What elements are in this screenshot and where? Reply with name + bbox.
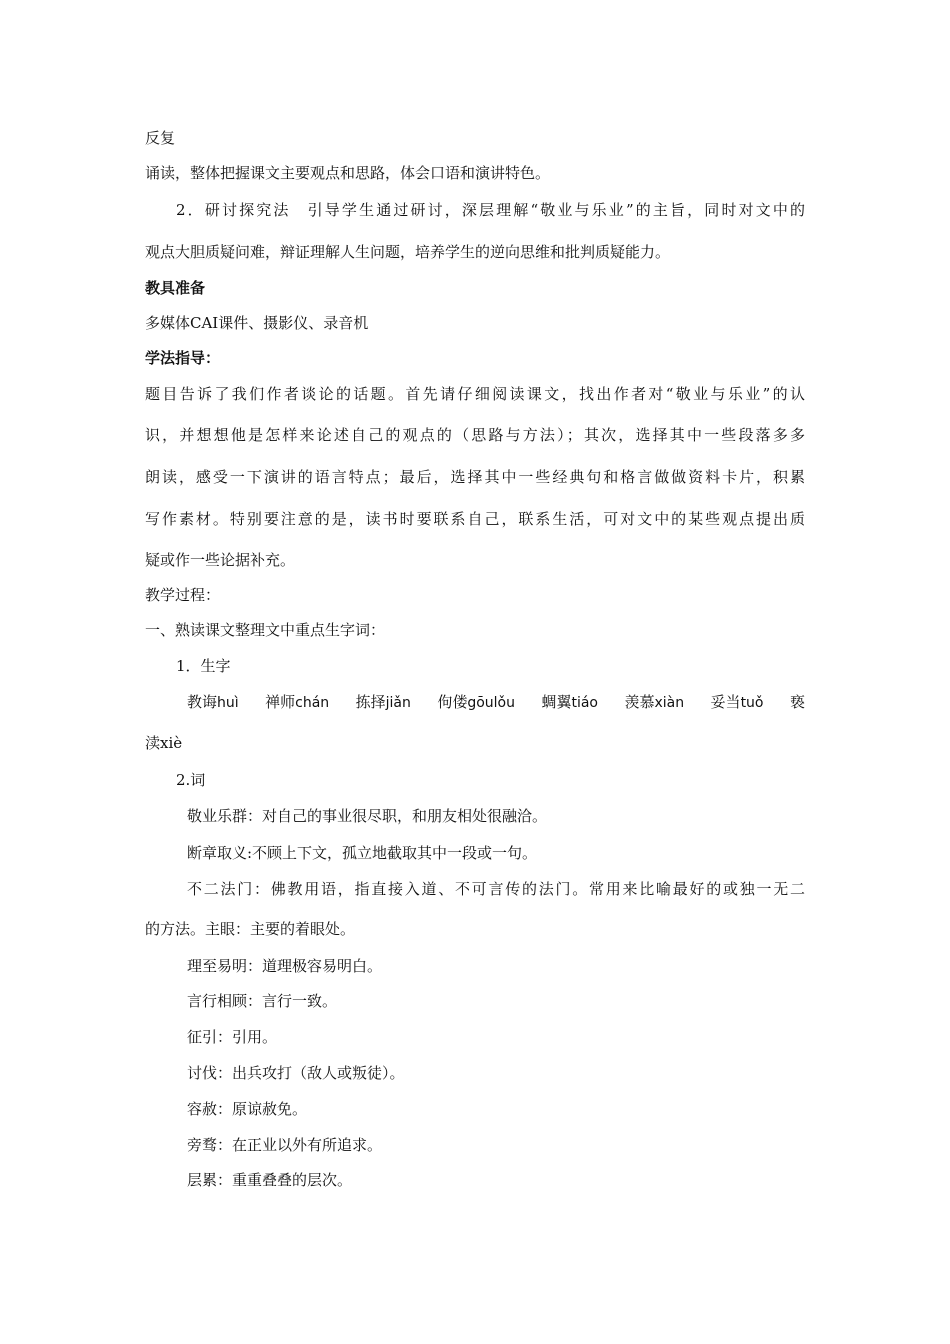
text-line: 识，并想想他是怎样来论述自己的观点的（思路与方法）；其次，选择其中一些段落多多 [145, 426, 805, 444]
vocab-char: 禅师chán [265, 693, 330, 711]
text-line: 写作素材。特别要注意的是，读书时要联系自己，联系生活，可对文中的某些观点提出质 [145, 510, 805, 528]
text-line: 2.词 [176, 771, 206, 789]
text-line: 题目告诉了我们作者谈论的话题。首先请仔细阅读课文，找出作者对“敬业与乐业”的认 [145, 385, 805, 403]
section-heading: 教具准备 [145, 279, 206, 297]
text-line: 理至易明：道理极容易明白。 [187, 957, 383, 975]
text-line: 讨伐：出兵攻打（敌人或叛徒）。 [187, 1064, 405, 1082]
text-line: 多媒体CAI课件、摄影仪、录音机 [145, 314, 369, 332]
text-line: 不二法门：佛教用语，指直接入道、不可言传的法门。常用来比喻最好的或独一无二 [187, 880, 805, 898]
text-line: 诵读，整体把握课文主要观点和思路，体会口语和演讲特色。 [145, 164, 551, 182]
vocab-char: 亵 [789, 693, 805, 711]
text-line: 的方法。主眼：主要的着眼处。 [145, 920, 356, 938]
vocab-char: 羡慕xiàn [624, 693, 685, 711]
text-line: 旁骛：在正业以外有所追求。 [187, 1136, 383, 1154]
text-line: 观点大胆质疑问难，辩证理解人生问题，培养学生的逆向思维和批判质疑能力。 [145, 243, 671, 261]
text-line: 言行相顾：言行一致。 [187, 992, 338, 1010]
vocab-char: 佝偻gōulǒu [437, 693, 515, 711]
text-line: 一、熟读课文整理文中重点生字词： [145, 621, 386, 639]
text-line: 征引：引用。 [187, 1028, 278, 1046]
vocab-char: 妥当tuǒ [710, 693, 764, 711]
text-line: 反复 [145, 129, 176, 147]
text-line: 朗读，感受一下演讲的语言特点；最后，选择其中一些经典句和格言做做资料卡片，积累 [145, 468, 805, 486]
text-line: 敬业乐群：对自己的事业很尽职，和朋友相处很融洽。 [187, 807, 548, 825]
text-line: 教学过程： [145, 586, 221, 604]
vocab-chars-row [187, 692, 805, 713]
text-line: 2．研讨探究法 引导学生通过研讨，深层理解“敬业与乐业”的主旨，同时对文中的 [176, 201, 805, 219]
text-line: 层累：重重叠叠的层次。 [187, 1171, 353, 1189]
vocab-char: 蜩翼tiáo [541, 693, 598, 711]
vocab-char: 教诲huì [187, 693, 239, 711]
text-line: 容赦：原谅赦免。 [187, 1100, 308, 1118]
section-heading: 学法指导： [145, 349, 221, 367]
vocab-char: 拣择jiǎn [355, 693, 411, 711]
text-line: 渎xiè [145, 734, 183, 752]
text-line: 1．生字 [176, 657, 231, 675]
text-line: 断章取义:不顾上下文，孤立地截取其中一段或一句。 [187, 844, 538, 862]
text-line: 疑或作一些论据补充。 [145, 551, 296, 569]
